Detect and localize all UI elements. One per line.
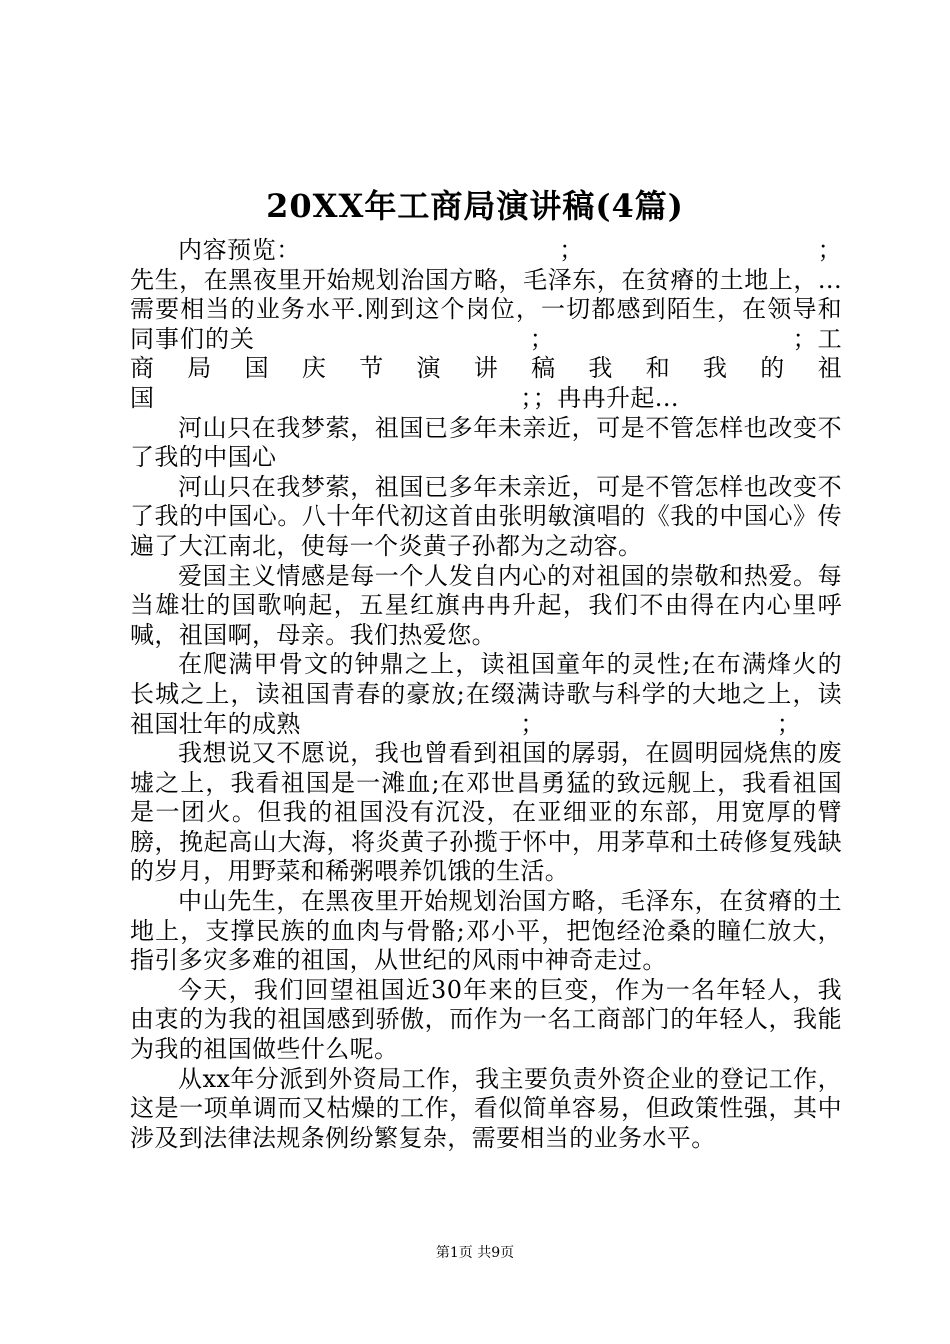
- body-paragraph: 在爬满甲骨文的钟鼎之上，读祖国童年的灵性;在布满烽火的长城之上，读祖国青春的豪放;在缀满诗歌与科学的大地之上，读祖国壮年的成熟 ； ；: [130, 650, 842, 738]
- body-paragraph: 河山只在我梦萦，祖国已多年未亲近，可是不管怎样也改变不了我的中国心: [130, 413, 842, 472]
- body-paragraph: 我想说又不愿说，我也曾看到祖国的孱弱，在圆明园烧焦的废墟之上，我看祖国是一滩血;在邓世昌勇猛的致远舰上，我看祖国是一团火。但我的祖国没有沉没，在亚细亚的东部，用宽厚的臂膀，挽起高山大海，将炎黄子孙揽于怀中，用茅草和土砖修复残缺的岁月，用野菜和稀粥喂养饥饿的生活。: [130, 739, 842, 886]
- document-body: [130, 236, 842, 1153]
- document-title: 20XX年工商局演讲稿(4篇): [266, 187, 684, 225]
- page-footer: 第1页 共9页: [435, 1245, 515, 1261]
- body-paragraph: 河山只在我梦萦，祖国已多年未亲近，可是不管怎样也改变不了我的中国心。八十年代初这首由张明敏演唱的《我的中国心》传遍了大江南北，使每一个炎黄子孙都为之动容。: [130, 472, 842, 560]
- body-paragraph: 爱国主义情感是每一个人发自内心的对祖国的崇敬和热爱。每当雄壮的国歌响起，五星红旗冉冉升起，我们不由得在内心里呼喊，祖国啊，母亲。我们热爱您。: [130, 561, 842, 649]
- body-paragraph: 中山先生，在黑夜里开始规划治国方略，毛泽东，在贫瘠的土地上，支撑民族的血肉与骨骼;邓小平，把饱经沧桑的瞳仁放大，指引多灾多难的祖国，从世纪的风雨中神奇走过。: [130, 887, 842, 975]
- content-preview-paragraph: 内容预览： ； ；先生，在黑夜里开始规划治国方略，毛泽东，在贫瘠的土地上，...需要相当的业务水平.刚到这个岗位，一切都感到陌生，在领导和同事们的关 ； ；工商局国庆节演讲稿我和我的祖国 ；；冉冉升起...: [130, 236, 842, 412]
- body-paragraph: 从xx年分派到外资局工作，我主要负责外资企业的登记工作，这是一项单调而又枯燥的工作，看似简单容易，但政策性强，其中涉及到法律法规条例纷繁复杂，需要相当的业务水平。: [130, 1064, 842, 1152]
- body-paragraph: 今天，我们回望祖国近30年来的巨变，作为一名年轻人，我由衷的为我的祖国感到骄傲，而作为一名工商部门的年轻人，我能为我的祖国做些什么呢。: [130, 975, 842, 1064]
